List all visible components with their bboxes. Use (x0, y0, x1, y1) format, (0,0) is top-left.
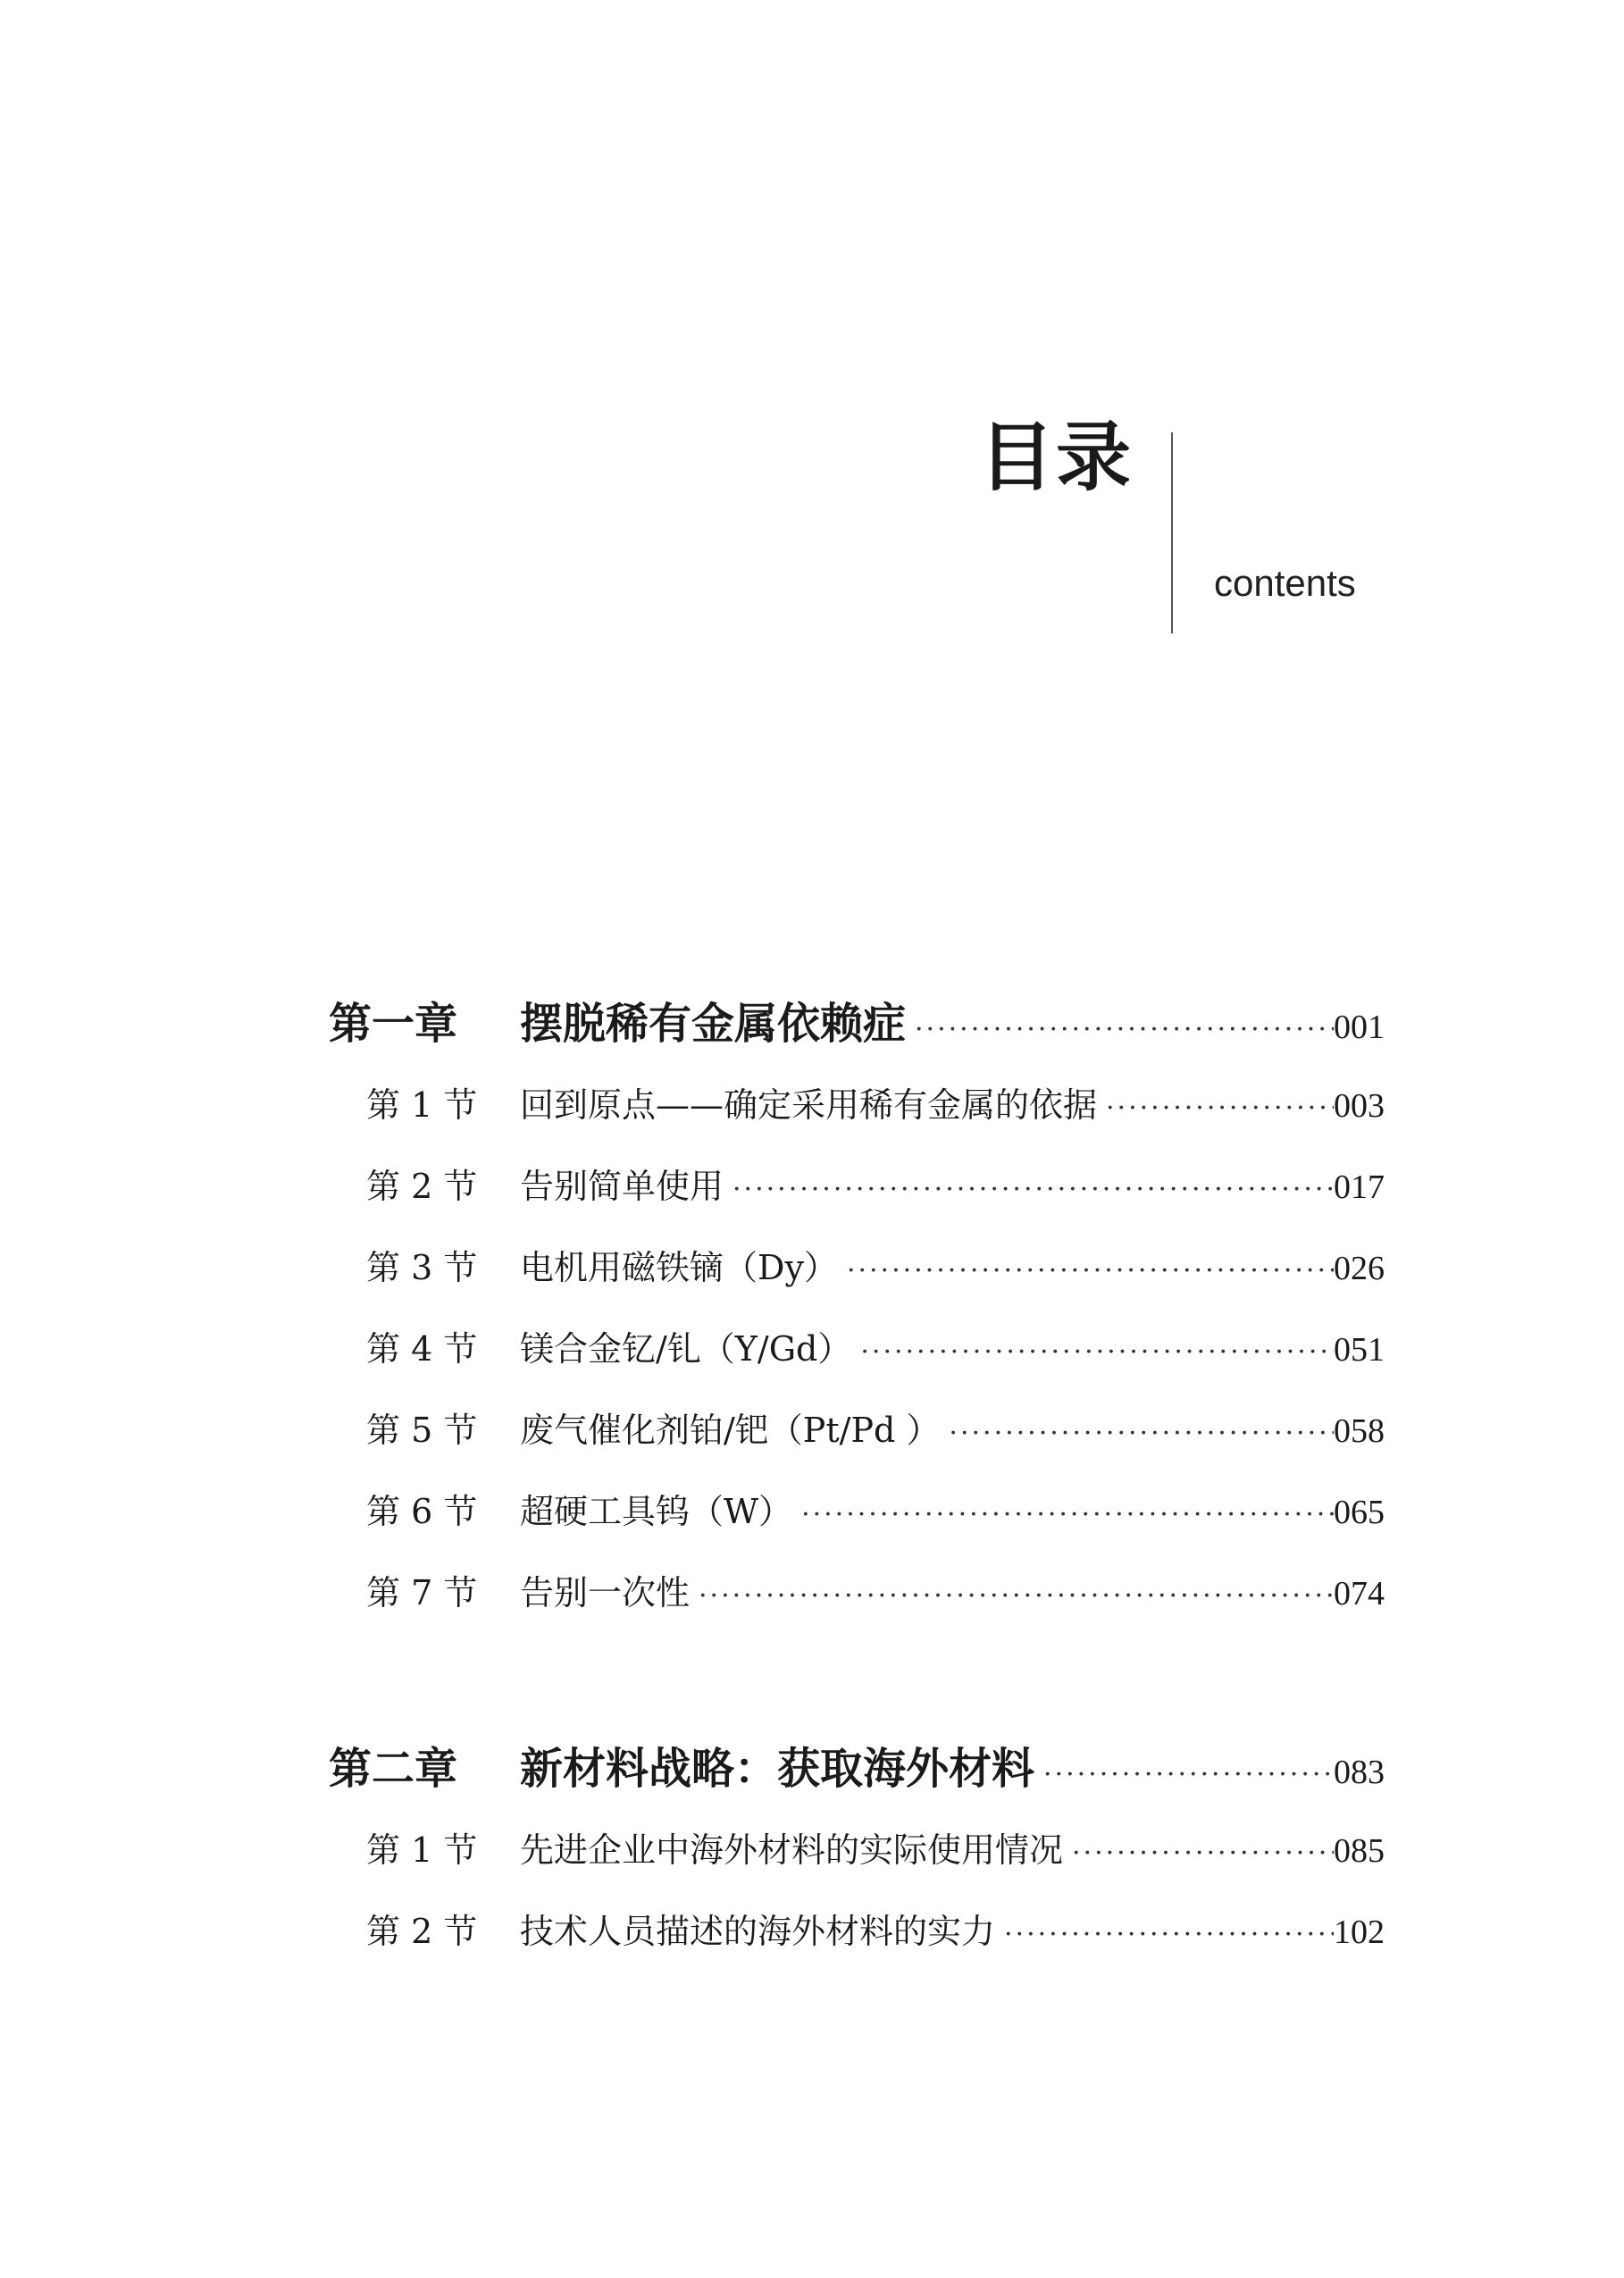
dot-leader (1097, 1068, 1334, 1149)
section-label: 第 7 节 (366, 1573, 478, 1612)
section-title: 告别一次性 (520, 1573, 691, 1612)
toc-section-entry[interactable] (329, 1390, 1385, 1471)
dot-leader (995, 1894, 1334, 1975)
toc-section-entry[interactable] (329, 1553, 1385, 1634)
section-label: 第 3 节 (366, 1248, 478, 1287)
toc-section-entry[interactable] (329, 1146, 1385, 1227)
section-title: 废气催化剂铂/钯（Pt/Pd ） (520, 1411, 941, 1450)
section-title: 镁合金钇/钆（Y/Gd） (520, 1329, 852, 1369)
section-label: 第 1 节 (366, 1085, 478, 1125)
toc-chapter-entry[interactable] (329, 983, 1385, 1065)
dot-leader (792, 1474, 1334, 1555)
toc-header (0, 0, 1624, 715)
toc-section-entry[interactable] (329, 1065, 1385, 1146)
section-label: 第 5 节 (366, 1411, 478, 1450)
page-number: 051 (1334, 1331, 1385, 1369)
dot-leader (838, 1230, 1334, 1311)
toc-section-entry[interactable] (329, 1891, 1385, 1972)
dot-leader (906, 989, 1334, 1071)
page-number: 102 (1334, 1914, 1385, 1951)
section-label: 第 4 节 (366, 1329, 478, 1369)
section-label: 第 1 节 (366, 1830, 478, 1870)
page-number: 065 (1334, 1494, 1385, 1531)
chapter-title: 摆脱稀有金属依赖症 (520, 999, 907, 1049)
section-title: 技术人员描述的海外材料的实力 (520, 1912, 996, 1951)
section-title: 回到原点——确定采用稀有金属的依据 (520, 1085, 1098, 1125)
section-label: 第 2 节 (366, 1167, 478, 1206)
toc-section-entry[interactable] (329, 1810, 1385, 1891)
dot-leader (940, 1393, 1334, 1474)
page-number: 026 (1334, 1250, 1385, 1287)
page-number: 017 (1334, 1168, 1385, 1206)
section-label: 第 2 节 (366, 1912, 478, 1951)
page-number: 085 (1334, 1832, 1385, 1870)
page-number: 001 (1334, 1009, 1385, 1046)
page-number: 083 (1334, 1754, 1385, 1791)
dot-leader (690, 1555, 1334, 1637)
page-number: 058 (1334, 1412, 1385, 1450)
toc-chapter-entry[interactable] (329, 1728, 1385, 1810)
dot-leader (1063, 1813, 1334, 1894)
table-of-contents (329, 983, 1385, 1972)
section-title: 电机用磁铁镝（Dy） (520, 1248, 838, 1287)
page-number: 074 (1334, 1575, 1385, 1612)
section-title: 告别简单使用 (520, 1167, 724, 1206)
chapter-title: 新材料战略：获取海外材料 (520, 1744, 1035, 1794)
chapter-label: 第一章 (329, 999, 458, 1049)
chapter-spacer (329, 1634, 1385, 1728)
chapter-label: 第二章 (329, 1744, 458, 1794)
toc-section-entry[interactable] (329, 1227, 1385, 1309)
dot-leader (851, 1311, 1334, 1393)
page-title: 目录 (978, 414, 1133, 501)
dot-leader (1034, 1734, 1334, 1816)
section-label: 第 6 节 (366, 1492, 478, 1531)
toc-section-entry[interactable] (329, 1471, 1385, 1553)
title-divider (1171, 432, 1173, 633)
section-title: 先进企业中海外材料的实际使用情况 (520, 1830, 1064, 1870)
toc-section-entry[interactable] (329, 1309, 1385, 1390)
page-subtitle: contents (1214, 562, 1356, 604)
section-title: 超硬工具钨（W） (520, 1492, 793, 1531)
dot-leader (724, 1149, 1334, 1230)
page-number: 003 (1334, 1087, 1385, 1125)
